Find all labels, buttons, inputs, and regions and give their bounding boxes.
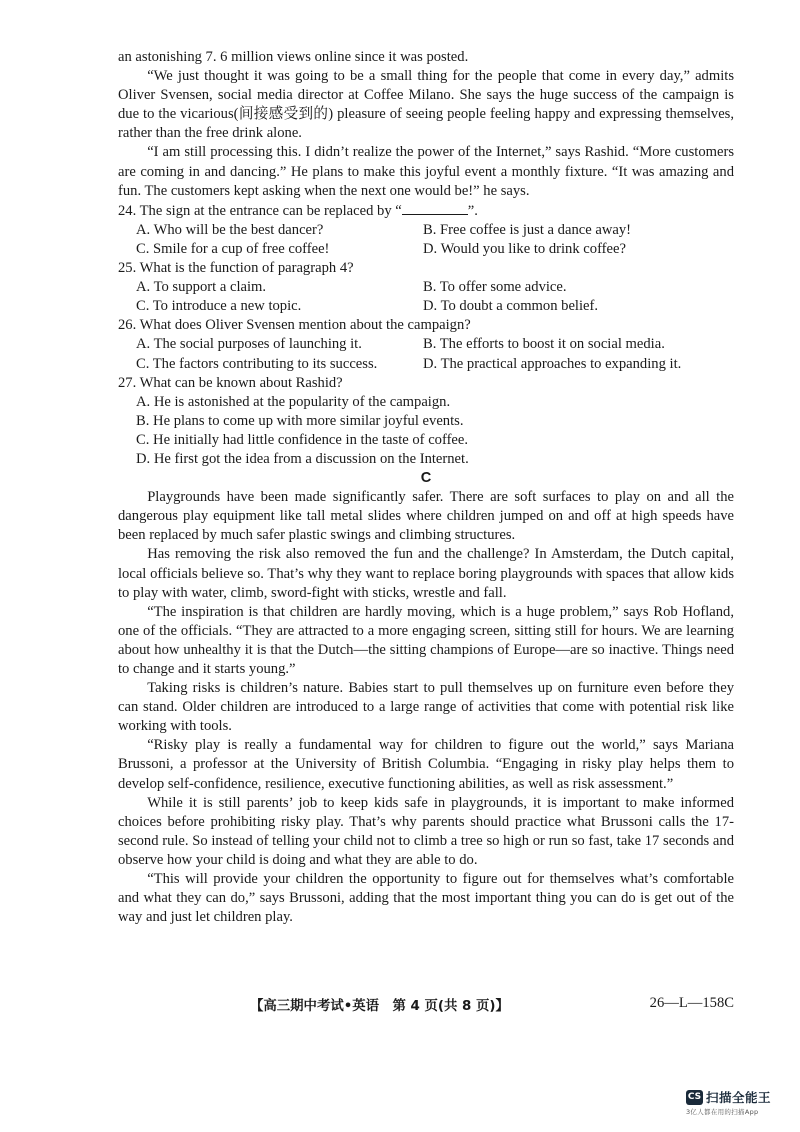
question-26-stem: 26. What does Oliver Svensen mention about the campaign? [118,317,471,334]
question-26 [118,316,734,373]
watermark-app-name: 扫描全能王 [706,1090,772,1105]
paragraph-c7: “This will provide your children the opportunity to figure out for themselves what’s comfortable and what they can do,” says Brussoni, adding that the most important thing you can do is get out of the way and just let children play. [118,871,734,926]
question-25 [118,259,734,316]
paragraph-c6: While it is still parents’ job to keep kids safe in playgrounds, it is important to make informed choices before prohibiting risky play. That’s why parents should practice what Brussoni calls the 17-second rule. So instead of telling your child not to climb a tree so high or run so fast, take 17 seconds and observe how your child is doing and what they are able to do. [118,794,734,868]
paper-code: 26—L—158C [649,995,734,1011]
paragraph-c3: “The inspiration is that children are hardly moving, which is a huge problem,” says Rob Hofland, one of the officials. “They are attracted to a more engaging screen, sitting still for hours. We are learning about how unhealthy it is that the Dutch—the sitting champions of Europe—are so inactive. Things need to change and it starts young.” [118,603,734,677]
section-heading-c: C [420,470,432,487]
paragraph-c4: Taking risks is children’s nature. Babies start to pull themselves up on furniture even before they can stand. Older children are introduced to a large range of activities that come with potential risk like working with tools. [118,680,734,735]
watermark-tagline: 3亿人都在用的扫描App [686,1108,759,1116]
option-c: C. Smile for a cup of free coffee! [136,240,330,257]
paragraph-c5: “Risky play is really a fundamental way for children to figure out the world,” says Mariana Brussoni, a professor at the University of British Columbia. “Engaging in risky play helps them to develop self-confidence, resilience, executive functioning abilities, as well as risk assessment.” [118,737,734,792]
page-content [118,48,734,927]
question-24 [118,201,734,259]
paragraph-c2: Has removing the risk also removed the fun and the challenge? In Amsterdam, the Dutch capital, local officials believe so. That’s why they want to replace boring playgrounds with spaces that allow kids to play with water, climb, sword-fight with sticks, wrestle and fall. [118,546,734,601]
option-b: B. He plans to come up with more similar joyful events. [136,412,464,429]
option-b: B. The efforts to boost it on social media. [423,336,665,353]
paragraph-c1: Playgrounds have been made significantly safer. There are soft surfaces to play on and all the dangerous play equipment like tall metal slides where children jumped on and off at high speeds have been replaced by much safer plastic swings and climbing structures. [118,489,734,544]
question-25-stem: 25. What is the function of paragraph 4? [118,260,354,277]
option-c: C. To introduce a new topic. [136,298,302,315]
option-a: A. The social purposes of launching it. [136,336,362,353]
option-c: C. He initially had little confidence in the taste of coffee. [136,431,469,448]
scanner-watermark [686,1088,790,1116]
option-d: D. The practical approaches to expanding it. [423,355,682,372]
option-a: A. He is astonished at the popularity of the campaign. [136,393,451,410]
option-d: D. Would you like to drink coffee? [423,240,626,257]
answer-blank [402,201,468,215]
paragraph-rashid-quote: “I am still processing this. I didn’t realize the power of the Internet,” says Rashid. “More customers are coming in and dancing.” He plans to make this joyful event a monthly fixture. “It was amazing and fun. The customers kept asking when the next one would be!” he says. [118,144,734,199]
option-b: B. To offer some advice. [423,279,567,296]
option-b: B. Free coffee is just a dance away! [423,221,632,238]
exam-info: 【高三期中考试•英语 第 4 页(共 8 页)】 [250,999,509,1014]
option-a: A. Who will be the best dancer? [136,221,324,238]
paragraph-svensen-quote: “We just thought it was going to be a small thing for the people that come in every day,” admits Oliver Svensen, social media director at Coffee Milano. She says the huge success of the campaign is due to the vicarious(间接感受到的) pleasure of seeing people feeling happy and expressing themselves, rather than the free drink alone. [118,68,734,142]
question-27-stem: 27. What can be known about Rashid? [118,374,343,391]
option-a: A. To support a claim. [136,279,267,296]
question-27 [118,374,734,469]
camscanner-logo-icon: CS [686,1090,703,1105]
option-d: D. He first got the idea from a discussion on the Internet. [136,450,469,467]
option-c: C. The factors contributing to its success. [136,355,378,372]
option-d: D. To doubt a common belief. [423,298,599,315]
question-24-stem: 24. The sign at the entrance can be replaced by “ ”. [118,202,478,219]
page-footer [118,995,734,1014]
paragraph-continuation: an astonishing 7. 6 million views online since it was posted. [118,49,469,65]
